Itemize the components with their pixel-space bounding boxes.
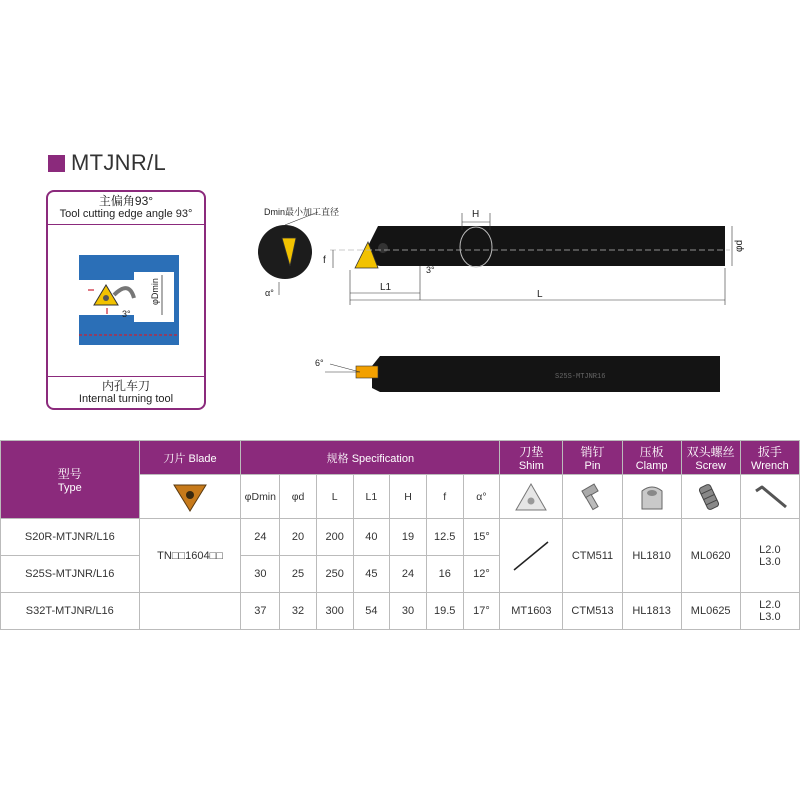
wrench-size-2: L3.0 <box>759 611 781 623</box>
dmin-cell: 24 <box>241 519 280 556</box>
blade-value-cell: TN□□1604□□ <box>139 519 241 593</box>
pin-image-cell <box>563 475 622 519</box>
bar-marking: S25S-MTJNR16 <box>555 373 606 381</box>
wrench-header-cn: 扳手 <box>757 445 782 459</box>
boring-bar-top <box>360 226 725 266</box>
cutting-angle-cn: 主偏角93° <box>98 194 154 208</box>
pin-header-cn: 销钉 <box>580 445 605 459</box>
wrench-header-en: Wrench <box>751 460 789 472</box>
shim-empty-cell <box>500 519 563 593</box>
dmin-label: φDmin <box>150 278 160 305</box>
wrench-size-1: L2.0 <box>759 543 781 556</box>
f-label: f <box>323 255 326 266</box>
d-label: φd <box>734 239 745 252</box>
clamp-image-cell <box>622 475 681 519</box>
clamp-header-cn: 压板 <box>639 445 664 459</box>
table-row <box>1 519 800 556</box>
col-dmin: φDmin <box>241 475 280 519</box>
alpha-cell: 17° <box>463 593 500 630</box>
d-cell: 20 <box>280 519 317 556</box>
l-label: L <box>537 289 543 300</box>
l1-cell: 40 <box>353 519 390 556</box>
alpha-cell: 15° <box>463 519 500 556</box>
d-cell: 25 <box>280 556 317 593</box>
pin-cell: CTM511 <box>563 519 622 593</box>
l1-cell: 45 <box>353 556 390 593</box>
shim-header <box>500 441 563 475</box>
type-header <box>1 441 140 519</box>
end-view <box>258 225 312 279</box>
pin-icon <box>575 481 611 513</box>
table-row <box>1 593 800 630</box>
wrench-image-cell <box>740 475 799 519</box>
col-h: H <box>390 475 427 519</box>
shim-icon <box>513 481 549 513</box>
cutting-angle-en: Tool cutting edge angle 93° <box>59 208 193 220</box>
inner-angle-label: 3° <box>122 309 131 319</box>
screw-header-en: Screw <box>695 460 726 472</box>
alpha-label: α° <box>265 288 274 298</box>
dmin-caption: Dmin最小加工直径 <box>264 207 340 217</box>
blade-insert-icon <box>170 479 210 515</box>
wrench-size-1: L2.0 <box>759 599 781 611</box>
clamp-header <box>622 441 681 475</box>
type-header-en: Type <box>57 482 82 494</box>
screw-header <box>681 441 740 475</box>
angle-3-label: 3° <box>426 265 435 275</box>
specification-table <box>0 440 800 630</box>
l-cell: 300 <box>316 593 353 630</box>
hex-key-icon <box>750 481 790 513</box>
l-cell: 200 <box>316 519 353 556</box>
col-l1: L1 <box>353 475 390 519</box>
col-d: φd <box>280 475 317 519</box>
alpha-cell: 12° <box>463 556 500 593</box>
dmin-cell: 37 <box>241 593 280 630</box>
clamp-header-en: Clamp <box>635 460 668 472</box>
boring-bar-side <box>372 356 720 392</box>
shim-cell: MT1603 <box>500 593 563 630</box>
tool-type-cn: 内孔车刀 <box>101 379 150 393</box>
clamp-cell: HL1810 <box>622 519 681 593</box>
screw-cell: ML0620 <box>681 519 740 593</box>
blade-empty-cell <box>139 593 241 630</box>
clamp-icon <box>634 481 670 513</box>
wrench-size-2: L3.0 <box>759 555 781 568</box>
shim-image-cell <box>500 475 563 519</box>
clamp-cell: HL1813 <box>622 593 681 630</box>
pin-header-en: Pin <box>584 460 601 472</box>
type-cell: S32T-MTJNR/L16 <box>1 593 140 630</box>
pin-header <box>563 441 622 475</box>
shim-header-en: Shim <box>518 460 544 472</box>
wrench-header <box>740 441 799 475</box>
blade-header: 刀片 Blade <box>139 441 241 475</box>
screw-header-cn: 双头螺丝 <box>686 445 735 459</box>
l1-label: L1 <box>380 282 392 293</box>
screw-image-cell <box>681 475 740 519</box>
page-title: MTJNR/L <box>71 150 166 175</box>
wrench-cell <box>740 519 799 593</box>
f-cell: 12.5 <box>426 519 463 556</box>
screw-icon <box>693 481 729 513</box>
type-header-cn: 型号 <box>57 467 82 481</box>
wrench-cell <box>740 593 799 630</box>
f-cell: 19.5 <box>426 593 463 630</box>
type-cell: S25S-MTJNR/L16 <box>1 556 140 593</box>
angle-6-label: 6° <box>315 358 324 368</box>
tool-type-en: Internal turning tool <box>78 393 174 405</box>
shim-header-cn: 刀垫 <box>519 445 544 459</box>
col-l: L <box>316 475 353 519</box>
not-applicable-slash <box>506 536 556 576</box>
dmin-cell: 30 <box>241 556 280 593</box>
col-f: f <box>426 475 463 519</box>
pin-cell: CTM513 <box>563 593 622 630</box>
spec-header: 规格 Specification <box>241 441 500 475</box>
h-cell: 19 <box>390 519 427 556</box>
type-cell: S20R-MTJNR/L16 <box>1 519 140 556</box>
l1-cell: 54 <box>353 593 390 630</box>
col-alpha: α° <box>463 475 500 519</box>
screw-cell: ML0625 <box>681 593 740 630</box>
f-cell: 16 <box>426 556 463 593</box>
h-cell: 30 <box>390 593 427 630</box>
blade-image-cell <box>139 475 241 519</box>
l-cell: 250 <box>316 556 353 593</box>
d-cell: 32 <box>280 593 317 630</box>
h-cell: 24 <box>390 556 427 593</box>
h-label: H <box>472 209 480 220</box>
